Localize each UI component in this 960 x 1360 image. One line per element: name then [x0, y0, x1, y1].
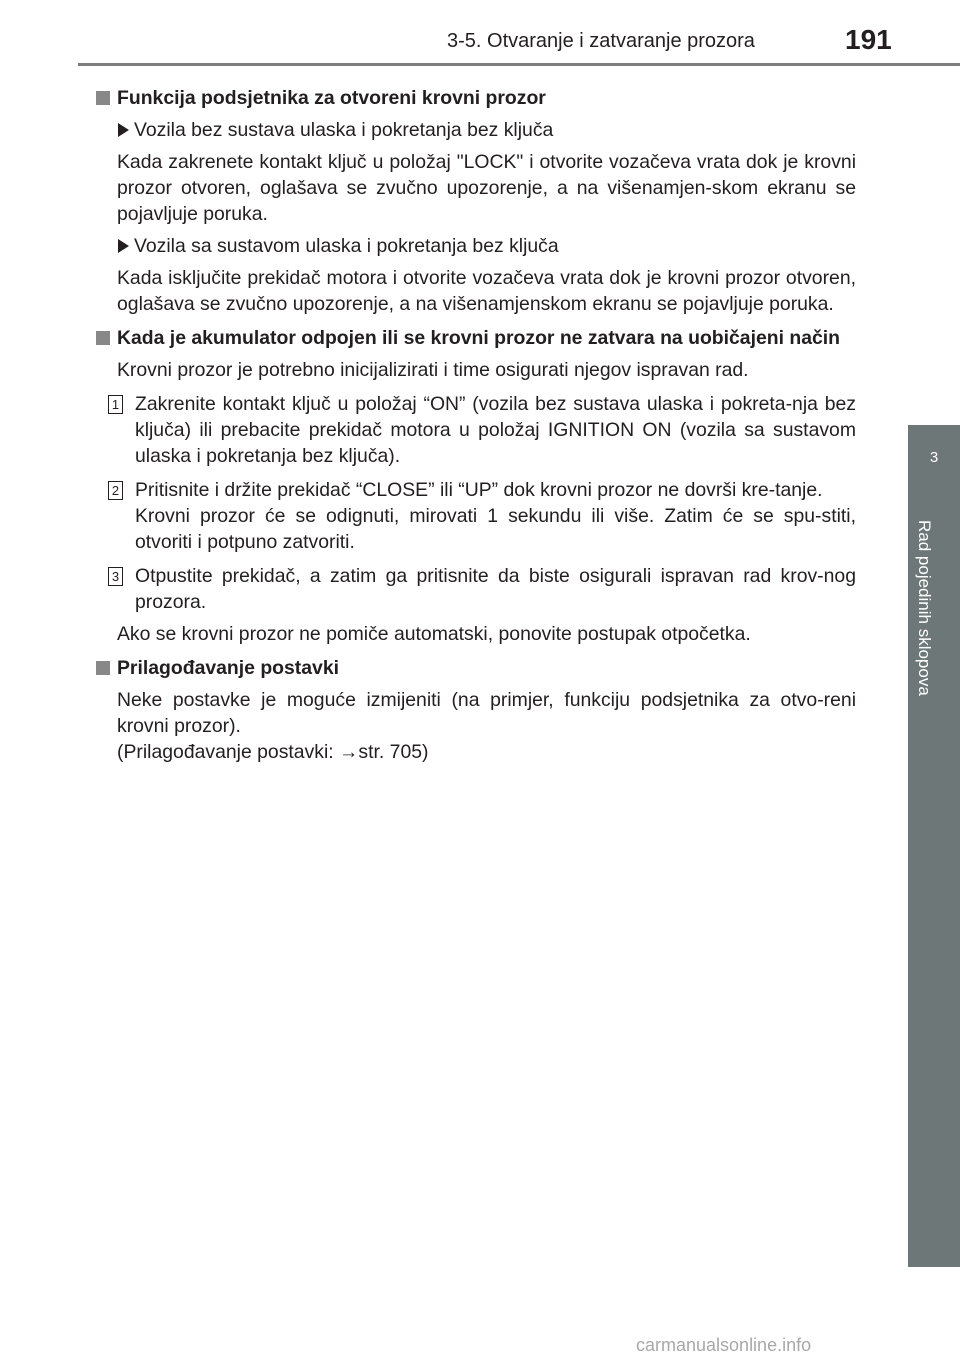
- body-paragraph: Kada zakrenete kontakt ključ u položaj "LOCK" i otvorite vozačeva vrata dok je krovni prozor otvoren, oglašava se zvučno upozorenje, a na višenamjen-skom ekranu se pojavljuje poruka.: [117, 151, 856, 225]
- square-bullet-icon: [96, 91, 110, 105]
- section-heading: [96, 325, 856, 351]
- square-bullet-icon: [96, 331, 110, 345]
- body-paragraph: Krovni prozor je potrebno inicijalizirati i time osigurati njegov ispravan rad.: [117, 359, 749, 381]
- step-number: 2: [108, 481, 123, 500]
- chapter-title: Rad pojedinih sklopova: [915, 520, 934, 696]
- step-item: [96, 563, 856, 615]
- header-divider: [78, 63, 960, 66]
- body-paragraph: Kada isključite prekidač motora i otvorite vozačeva vrata dok je krovni prozor otvoren, oglašava se zvučno upozorenje, a na višenamjenskom ekranu se pojavljuje poruka.: [117, 267, 856, 315]
- step-text: Pritisnite i držite prekidač “CLOSE” ili “UP” dok krovni prozor ne dovrši kre-tanje.: [135, 479, 823, 501]
- heading-text: Funkcija podsjetnika za otvoreni krovni prozor: [117, 87, 546, 109]
- step-item: [96, 477, 856, 555]
- heading-text: Kada je akumulator odpojen ili se krovni prozor ne zatvara na uobičajeni način: [117, 327, 841, 349]
- heading-text: Prilagođavanje postavki: [117, 657, 339, 679]
- triangle-bullet-icon: [118, 123, 129, 137]
- subheading: [96, 233, 856, 259]
- step-item: [96, 391, 856, 469]
- section-heading: [96, 85, 856, 111]
- step-text: Otpustite prekidač, a zatim ga pritisnite da biste osigurali ispravan rad krov-nog prozora.: [135, 565, 856, 613]
- step-number: 1: [108, 395, 123, 414]
- chapter-number: 3: [929, 449, 939, 466]
- triangle-bullet-icon: [118, 239, 129, 253]
- subheading: [96, 117, 856, 143]
- page-number: 191: [845, 24, 892, 55]
- main-content: [96, 77, 856, 765]
- section-heading: [96, 655, 856, 681]
- cross-reference: (Prilagođavanje postavki: →str. 705): [117, 741, 429, 763]
- chapter-tab: [908, 425, 960, 507]
- step-note: Krovni prozor će se odignuti, mirovati 1 sekundu ili više. Zatim će se spu-stiti, otvoriti i potpuno zatvoriti.: [135, 505, 856, 553]
- subheading-text: Vozila sa sustavom ulaska i pokretanja bez ključa: [134, 235, 559, 257]
- watermark: carmanualsonline.info: [636, 1335, 812, 1355]
- square-bullet-icon: [96, 661, 110, 675]
- section-title: 3-5. Otvaranje i zatvaranje prozora: [447, 30, 755, 52]
- step-text: Zakrenite kontakt ključ u položaj “ON” (vozila bez sustava ulaska i pokreta-nja bez ključa) ili prebacite prekidač motora u položaj IGNITION ON (vozila sa sustavom ulaska i pokretanja bez ključa).: [135, 393, 856, 467]
- subheading-text: Vozila bez sustava ulaska i pokretanja bez ključa: [134, 119, 554, 141]
- body-paragraph: Neke postavke je moguće izmijeniti (na primjer, funkciju podsjetnika za otvo-reni krovni prozor).: [117, 689, 856, 737]
- step-number: 3: [108, 567, 123, 586]
- body-paragraph: Ako se krovni prozor ne pomiče automatski, ponovite postupak otpočetka.: [117, 623, 751, 645]
